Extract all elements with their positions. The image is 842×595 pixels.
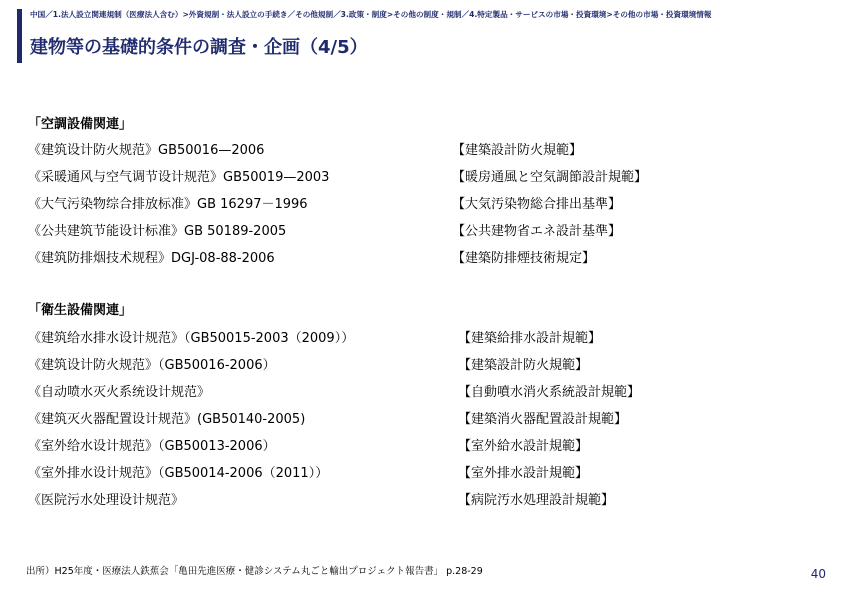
list-item <box>28 168 828 188</box>
chinese-standard-name: 《采暖通风与空气调节设计规范》GB50019—2003 <box>28 170 330 185</box>
list-item <box>28 491 828 511</box>
breadcrumb: 中国／1.法人設立関連規制（医療法人含む）>外資規制・法人設立の手続き／その他規制／3.政策・制度>その他の制度・規制／4.特定製品・サービスの市場・投資環境>その他の市場・投資環境情報 <box>30 10 712 19</box>
list-item <box>28 437 828 457</box>
chinese-standard-name: 《建筑防排烟技术规程》DGJ-08-88-2006 <box>28 251 275 266</box>
japanese-translation: 【公共建物省エネ設計基準】 <box>452 224 622 239</box>
title-accent-bar <box>17 9 22 63</box>
page-number: 40 <box>810 567 826 581</box>
chinese-standard-name: 《建筑设计防火规范》GB50016—2006 <box>28 143 265 158</box>
chinese-standard-name: 《建筑设计防火规范》（GB50016-2006） <box>28 358 276 373</box>
chinese-standard-name: 《自动喷水灭火系统设计规范》 <box>28 385 211 400</box>
japanese-translation: 【建築給排水設計規範】 <box>458 331 602 346</box>
section-heading-sanitary: 「衛生設備関連」 <box>28 303 133 318</box>
chinese-standard-name: 《室外给水设计规范》（GB50013-2006） <box>28 439 276 454</box>
list-item <box>28 383 828 403</box>
page-title: 建物等の基礎的条件の調査・企画（4/5） <box>30 37 368 58</box>
japanese-translation: 【建築設計防火規範】 <box>452 143 583 158</box>
list-item <box>28 356 828 376</box>
list-item <box>28 222 828 242</box>
list-item <box>28 249 828 269</box>
chinese-standard-name: 《医院污水处理设计规范》 <box>28 493 185 508</box>
source-note: 出所）H25年度・医療法人鉄蕉会「亀田先進医療・健診システム丸ごと輸出プロジェクト報告書」 p.28-29 <box>26 566 483 577</box>
japanese-translation: 【建築設計防火規範】 <box>458 358 589 373</box>
japanese-translation: 【建築消火器配置設計規範】 <box>458 412 628 427</box>
chinese-standard-name: 《公共建筑节能设计标准》GB 50189-2005 <box>28 224 287 239</box>
japanese-translation: 【大気汚染物総合排出基準】 <box>452 197 622 212</box>
japanese-translation: 【暖房通風と空気調節設計規範】 <box>452 170 648 185</box>
list-item <box>28 464 828 484</box>
japanese-translation: 【建築防排煙技術規定】 <box>452 251 596 266</box>
japanese-translation: 【病院汚水処理設計規範】 <box>458 493 615 508</box>
list-item <box>28 141 828 161</box>
japanese-translation: 【自動噴水消火系統設計規範】 <box>458 385 641 400</box>
list-item <box>28 329 828 349</box>
chinese-standard-name: 《建筑灭火器配置设计规范》(GB50140-2005) <box>28 412 306 427</box>
japanese-translation: 【室外給水設計規範】 <box>458 439 589 454</box>
section-heading-hvac: 「空調設備関連」 <box>28 117 133 132</box>
chinese-standard-name: 《大气污染物综合排放标准》GB 16297－1996 <box>28 197 308 212</box>
list-item <box>28 195 828 215</box>
japanese-translation: 【室外排水設計規範】 <box>458 466 589 481</box>
chinese-standard-name: 《室外排水设计规范》（GB50014-2006（2011）） <box>28 466 329 481</box>
chinese-standard-name: 《建筑给水排水设计规范》（GB50015-2003（2009）） <box>28 331 355 346</box>
list-item <box>28 410 828 430</box>
